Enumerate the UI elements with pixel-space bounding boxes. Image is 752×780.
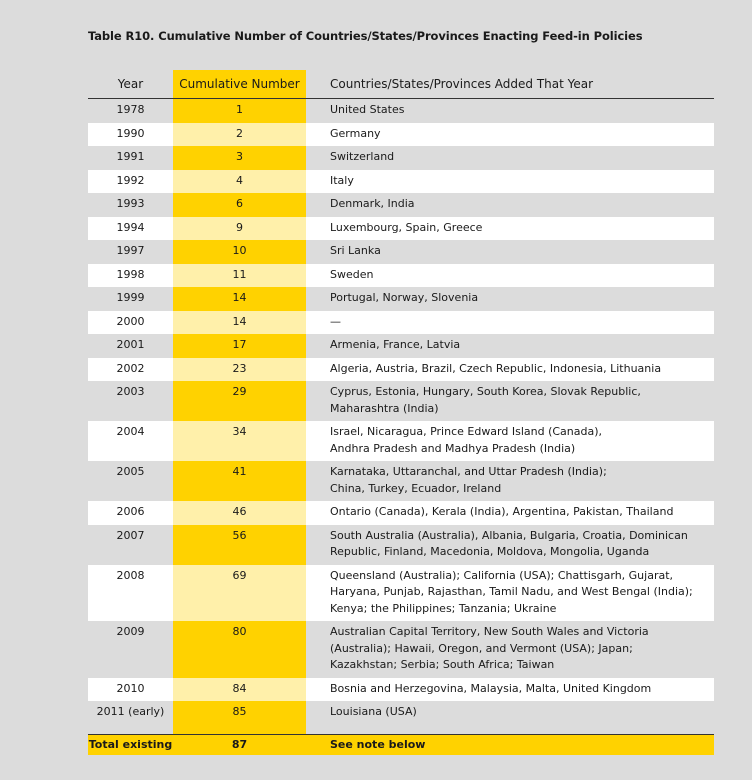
added-cell: Armenia, France, Latvia	[330, 338, 461, 351]
table-row	[88, 421, 714, 461]
cumulative-cell: 29	[173, 381, 306, 421]
cumulative-cell: 80	[173, 621, 306, 678]
table-row	[88, 621, 714, 678]
header-year: Year	[117, 76, 144, 91]
header-cumulative-number: Cumulative Number	[173, 70, 306, 98]
cumulative-cell: 14	[173, 311, 306, 335]
cumulative-cell: 3	[173, 146, 306, 170]
added-cell: Queensland (Australia); California (USA); Chattisgarh, Gujarat, Haryana, Punjab, Rajasthan, Tamil Nadu, and West Bengal (India); Kenya; the Philippines; Tanzania; Ukraine	[330, 568, 693, 615]
year-cell: 1997	[116, 244, 145, 257]
added-cell: Portugal, Norway, Slovenia	[330, 291, 479, 304]
cumulative-cell: 4	[173, 170, 306, 194]
cumulative-cell: 10	[173, 240, 306, 264]
table-row	[88, 565, 714, 622]
cumulative-cell: 84	[173, 678, 306, 702]
table-row	[88, 461, 714, 501]
year-cell: 1978	[116, 103, 145, 116]
year-cell: 2003	[116, 385, 145, 398]
table-title: Table R10. Cumulative Number of Countries/States/Provinces Enacting Feed-in Policies	[88, 29, 643, 43]
table-row	[88, 381, 714, 421]
year-cell: 2010	[116, 681, 145, 695]
total-row	[88, 735, 714, 755]
added-cell: Italy	[330, 173, 354, 187]
table-row	[88, 240, 714, 264]
added-cell: Algeria, Austria, Brazil, Czech Republic, Indonesia, Lithuania	[330, 361, 662, 375]
cumulative-cell: 2	[173, 123, 306, 147]
feed-in-policies-table	[88, 70, 714, 755]
year-cell: 2002	[116, 361, 145, 375]
year-cell: 1993	[116, 197, 145, 210]
cumulative-cell: 41	[173, 461, 306, 501]
year-cell: 2004	[116, 425, 145, 438]
table-row	[88, 525, 714, 565]
year-cell: 2008	[116, 568, 145, 582]
table-row	[88, 264, 714, 288]
added-cell: United States	[330, 103, 405, 116]
added-cell: Australian Capital Territory, New South Wales and Victoria (Australia); Hawaii, Oregon, and Vermont (USA); Japan; Kazakhstan; Serbia; South Africa; Taiwan	[330, 625, 649, 671]
added-cell: Ontario (Canada), Kerala (India), Argentina, Pakistan, Thailand	[330, 505, 674, 518]
table-row	[88, 287, 714, 311]
added-cell: —	[330, 314, 341, 328]
table-row	[88, 123, 714, 147]
added-cell: Cyprus, Estonia, Hungary, South Korea, Slovak Republic, Maharashtra (India)	[330, 385, 641, 415]
year-cell: 2007	[116, 528, 145, 542]
year-cell: 1990	[116, 126, 145, 140]
added-cell: Karnataka, Uttaranchal, and Uttar Pradesh (India); China, Turkey, Ecuador, Ireland	[330, 465, 607, 495]
added-cell: Sweden	[330, 267, 374, 281]
table-row	[88, 170, 714, 194]
year-cell: 1994	[116, 220, 145, 234]
cumulative-cell: 85	[173, 701, 306, 725]
cumulative-cell: 23	[173, 358, 306, 382]
cumulative-cell: 6	[173, 193, 306, 217]
year-cell: 1991	[116, 150, 145, 163]
year-cell: 2005	[116, 465, 145, 478]
year-cell: 2001	[116, 338, 145, 351]
added-cell: Israel, Nicaragua, Prince Edward Island (Canada), Andhra Pradesh and Madhya Pradesh (India)	[330, 425, 603, 455]
table-row	[88, 217, 714, 241]
added-cell: Switzerland	[330, 150, 395, 163]
table-body	[88, 99, 714, 725]
total-note: See note below	[330, 738, 426, 751]
table-row	[88, 334, 714, 358]
table-row	[88, 358, 714, 382]
table-separator	[88, 725, 714, 735]
year-cell: 2006	[116, 505, 145, 518]
table-row	[88, 501, 714, 525]
cumulative-cell: 46	[173, 501, 306, 525]
cumulative-cell: 1	[173, 99, 306, 123]
table-row	[88, 678, 714, 702]
cumulative-cell: 9	[173, 217, 306, 241]
table-row	[88, 701, 714, 725]
added-cell: Louisiana (USA)	[330, 705, 417, 718]
cumulative-cell: 69	[173, 565, 306, 622]
cumulative-cell: 56	[173, 525, 306, 565]
cumulative-cell: 34	[173, 421, 306, 461]
table-header	[88, 70, 714, 99]
total-label: Total existing	[88, 738, 173, 751]
year-cell: 1999	[116, 291, 145, 304]
year-cell: 2009	[116, 625, 145, 638]
table-row	[88, 99, 714, 123]
added-cell: Sri Lanka	[330, 244, 381, 257]
cumulative-cell: 17	[173, 334, 306, 358]
year-cell: 2011 (early)	[96, 705, 165, 718]
total-cumulative: 87	[173, 738, 306, 751]
added-cell: Germany	[330, 126, 381, 140]
header-added: Countries/States/Provinces Added That Year	[330, 77, 594, 91]
added-cell: Luxembourg, Spain, Greece	[330, 220, 483, 234]
added-cell: Denmark, India	[330, 197, 415, 210]
table-row	[88, 311, 714, 335]
added-cell: Bosnia and Herzegovina, Malaysia, Malta, United Kingdom	[330, 681, 652, 695]
cumulative-cell: 11	[173, 264, 306, 288]
table-row	[88, 146, 714, 170]
year-cell: 1998	[116, 267, 145, 281]
table-row	[88, 193, 714, 217]
cumulative-cell: 14	[173, 287, 306, 311]
added-cell: South Australia (Australia), Albania, Bulgaria, Croatia, Dominican Republic, Finland, Macedonia, Moldova, Mongolia, Uganda	[330, 528, 688, 558]
year-cell: 2000	[116, 314, 145, 328]
year-cell: 1992	[116, 173, 145, 187]
